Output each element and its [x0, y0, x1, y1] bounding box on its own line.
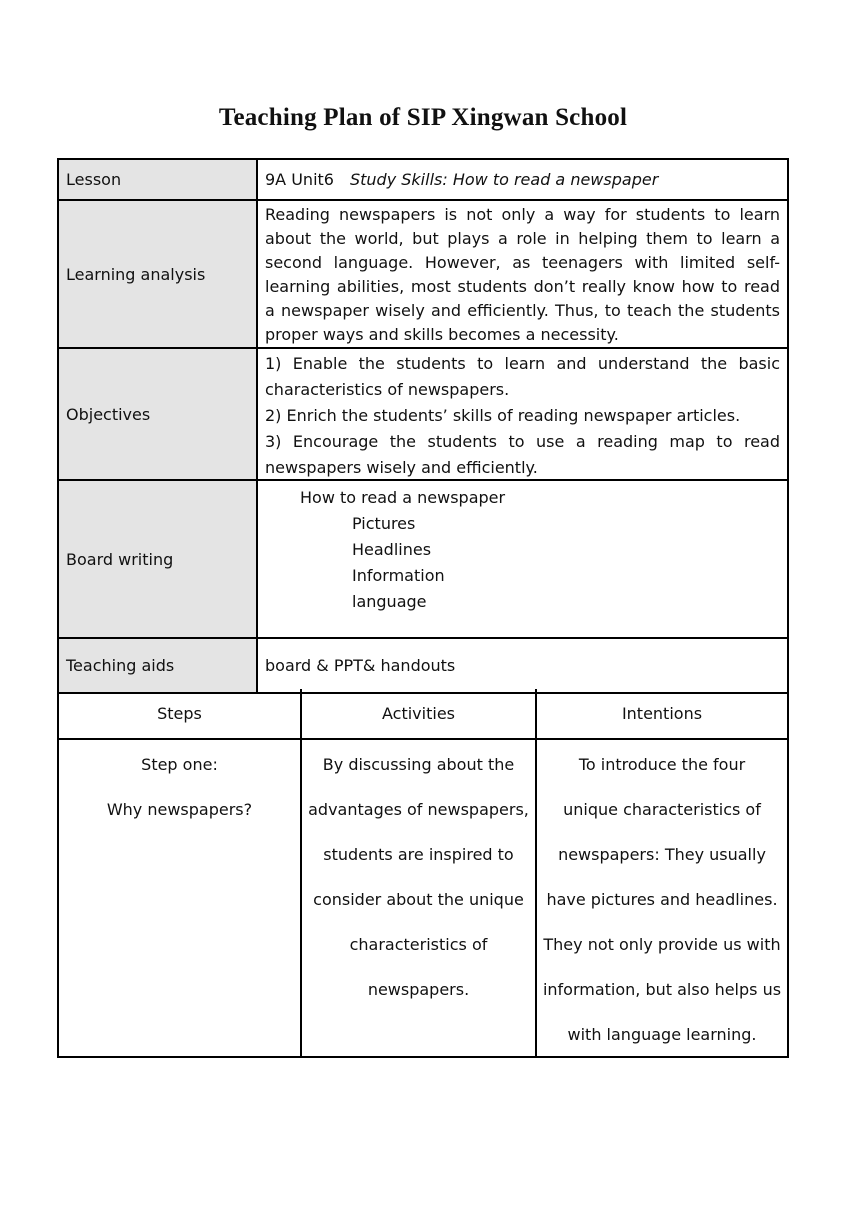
steps-header: Steps	[59, 689, 302, 738]
board-writing-item: Pictures	[352, 514, 416, 533]
info-table	[57, 158, 789, 694]
activity-line: advantages of newspapers,	[308, 800, 529, 819]
intention-line: To introduce the four	[578, 755, 746, 774]
activity-line: students are inspired to	[323, 845, 514, 864]
intention-line: have pictures and headlines.	[546, 890, 778, 909]
activity-line: consider about the unique	[313, 890, 524, 909]
activity-line: By discussing about the	[322, 755, 515, 774]
step-line: Step one:	[141, 755, 218, 774]
learning-analysis-row	[59, 201, 787, 349]
intention-line: with language learning.	[567, 1025, 757, 1044]
board-writing-item: language	[352, 592, 427, 611]
step-line: Why newspapers?	[106, 800, 253, 819]
step-cell	[59, 740, 302, 1056]
objective-item: 1) Enable the students to learn and understand the basic characteristics of newspapers.	[265, 354, 780, 399]
activity-line: characteristics of	[349, 935, 488, 954]
intention-cell	[537, 740, 787, 1056]
learning-analysis-text: Reading newspapers is not only a way for students to learn about the world, but plays a role in helping them to learn a second language. However, as teenagers with limited self-learning abilities, most students don’t really know how to read a newspaper wisely and efficiently. Thus, to teach the students proper ways and skills becomes a necessity.	[265, 205, 780, 344]
lesson-label: Lesson	[59, 160, 258, 199]
objectives-row	[59, 349, 787, 481]
intention-line: information, but also helps us	[542, 980, 782, 999]
intention-line: newspapers: They usually	[558, 845, 766, 864]
activities-header: Activities	[302, 689, 537, 738]
board-writing-row	[59, 481, 787, 639]
objective-item: 2) Enrich the students’ skills of reading newspaper articles.	[265, 406, 741, 425]
lesson-topic: Study Skills: How to read a newspaper	[349, 169, 659, 189]
intention-line: They not only provide us with	[543, 935, 781, 954]
teaching-aids-row	[59, 639, 787, 692]
board-writing-label: Board writing	[59, 481, 258, 637]
activity-cell	[302, 740, 537, 1056]
board-writing-content	[258, 481, 787, 637]
document-title: Teaching Plan of SIP Xingwan School	[218, 104, 628, 131]
steps-table	[57, 689, 789, 1058]
lesson-row	[59, 160, 787, 201]
board-writing-item: Headlines	[352, 540, 432, 559]
steps-table-row	[59, 740, 787, 1056]
learning-analysis-label: Learning analysis	[59, 201, 258, 347]
lesson-value	[258, 160, 787, 199]
intention-line: unique characteristics of	[563, 800, 761, 819]
lesson-unit: 9A Unit6	[265, 169, 334, 189]
steps-table-header	[59, 689, 787, 740]
activity-line: newspapers.	[367, 980, 470, 999]
objectives-list	[258, 349, 787, 479]
objectives-label: Objectives	[59, 349, 258, 479]
board-writing-item: Information	[352, 566, 445, 585]
teaching-aids-label: Teaching aids	[59, 639, 258, 692]
objective-item: 3) Encourage the students to use a reading map to read newspapers wisely and efficiently.	[265, 432, 780, 477]
board-writing-title: How to read a newspaper	[300, 488, 506, 507]
teaching-aids-text: board & PPT& handouts	[265, 655, 456, 675]
intentions-header: Intentions	[621, 704, 703, 723]
